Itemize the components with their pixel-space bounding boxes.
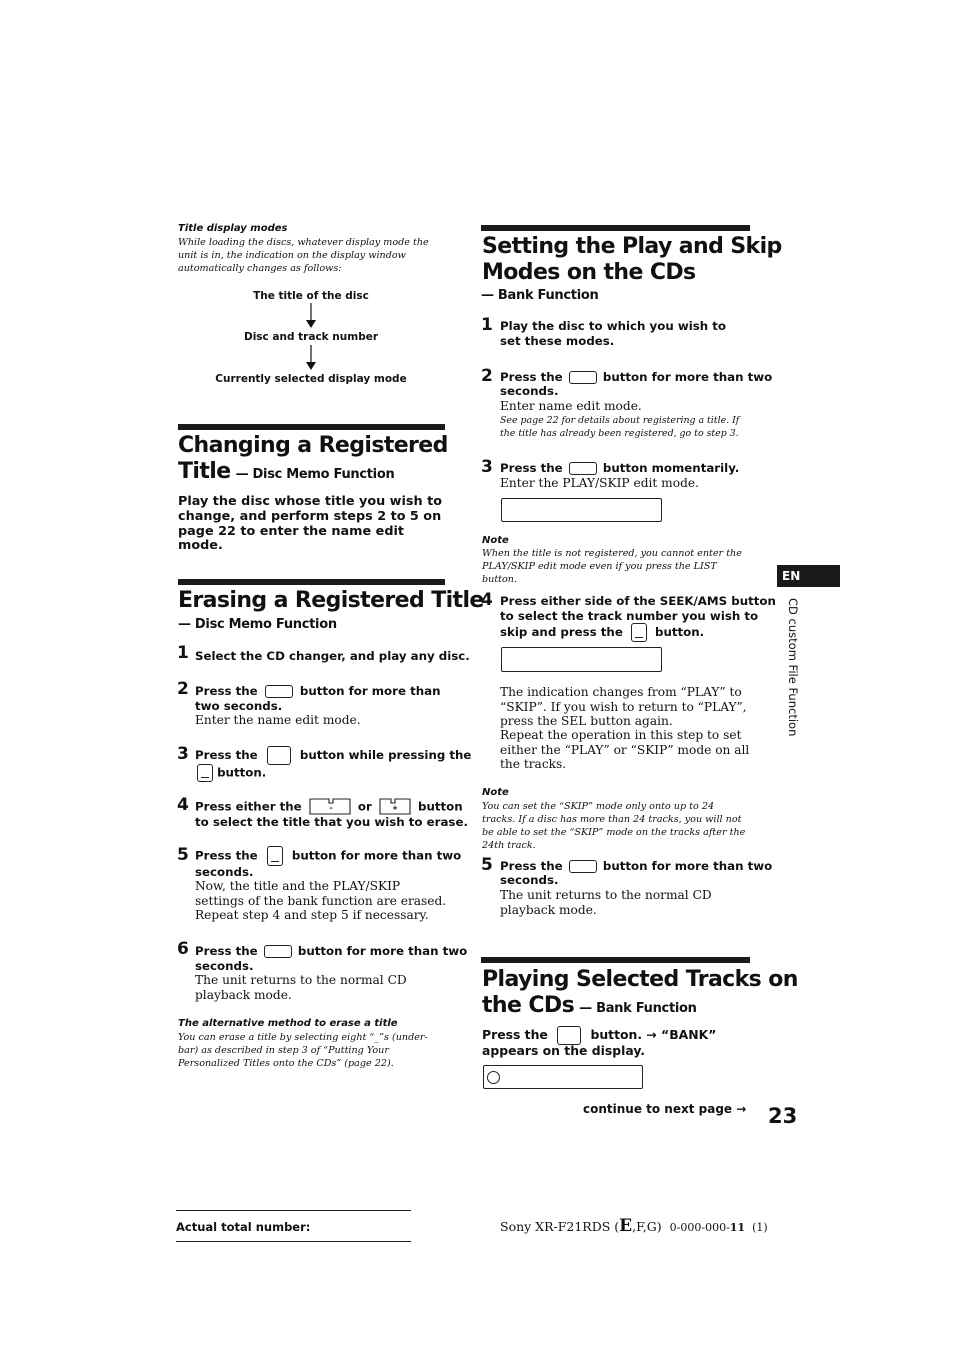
title-display-heading: Title display modes — [178, 223, 288, 234]
step-body: Repeat step 4 and step 5 if necessary. — [195, 908, 429, 922]
button-icon — [267, 746, 291, 765]
actual-total-number: Actual total number: — [176, 1220, 311, 1234]
svg-text:+: + — [392, 804, 398, 812]
step-body: Enter the name edit mode. — [195, 713, 361, 727]
step-number: 3 — [177, 744, 189, 764]
setting-title-line2: Modes on the CDs — [482, 260, 696, 285]
step-text: seconds. — [500, 384, 559, 398]
setting-subtitle: — Bank Function — [481, 288, 599, 303]
note-text: When the title is not registered, you cannot enter the PLAY/SKIP edit mode even if you press the LIST button. — [482, 548, 742, 585]
step-text: Press either side of the SEEK/AMS button — [500, 594, 776, 608]
changing-title-line2: Title — Disc Memo Function — [178, 459, 395, 484]
button-icon — [569, 860, 597, 873]
step-text: Press the — [195, 848, 258, 863]
erasing-title: Erasing a Registered Title — [178, 588, 484, 613]
step-text: button for more than two — [291, 848, 462, 863]
playing-title-line2: the CDs — Bank Function — [482, 993, 697, 1018]
step-number: 3 — [481, 457, 493, 477]
button-icon — [197, 764, 213, 782]
erasing-subtitle: — Disc Memo Function — [178, 617, 337, 632]
step-note: See page 22 for details about registering a title. If the title has already been registered, go to step 3. — [500, 415, 740, 439]
section-vertical-label: CD custom File Function — [786, 598, 800, 737]
divider — [176, 1241, 411, 1242]
step-number: 4 — [481, 590, 493, 610]
step-text: button for more than — [299, 684, 441, 698]
button-icon — [631, 623, 647, 642]
display-window — [501, 498, 662, 522]
step-number: 2 — [177, 679, 189, 699]
step-text: button. — [655, 625, 705, 639]
step-text: seconds. — [195, 959, 254, 973]
playing-text: button. → “BANK” — [590, 1027, 717, 1042]
flow-item-2: Disc and track number — [243, 331, 379, 343]
flow-item-1: The title of the disc — [253, 290, 369, 302]
playing-text: Press the — [482, 1027, 548, 1042]
step-body: The indication changes from “PLAY” to “SKIP”. If you wish to return to “PLAY”, press the SEL button again. — [500, 685, 747, 729]
step-number: 1 — [481, 315, 493, 335]
changing-text: Play the disc whose title you wish to change, and perform steps 2 to 5 on page 22 to enter the name edit mode. — [178, 494, 442, 554]
step-text: Play the disc to which you wish to set these modes. — [500, 319, 727, 348]
step-text: button for more than two — [602, 370, 773, 384]
step-body: Now, the title and the PLAY/SKIP settings of the bank function are erased. — [195, 879, 447, 908]
step-text: skip and press the — [500, 625, 623, 639]
step-text: Press either the — [195, 799, 302, 814]
step-text: button. — [217, 765, 267, 780]
step-text: seconds. — [500, 873, 559, 887]
alt-heading: The alternative method to erase a title — [178, 1018, 398, 1029]
setting-title-line1: Setting the Play and Skip — [482, 234, 782, 259]
step-text: to select the title that you wish to erase. — [195, 815, 468, 829]
note-heading: Note — [482, 787, 509, 798]
step-text: Select the CD changer, and play any disc. — [195, 649, 470, 663]
continue-next-page: continue to next page → — [583, 1102, 747, 1116]
section-bar — [178, 579, 445, 585]
flow-item-3: Currently selected display mode — [215, 373, 407, 385]
button-icon — [264, 945, 292, 958]
section-bar — [481, 225, 750, 231]
step-number: 5 — [481, 855, 493, 875]
changing-subtitle: — Disc Memo Function — [235, 467, 395, 482]
step-text: seconds. — [195, 865, 254, 879]
title-display-text: While loading the discs, whatever display mode the unit is in, the indication on the display window automatically changes as follows: — [178, 237, 429, 274]
note-heading: Note — [482, 535, 509, 546]
button-icon — [569, 371, 597, 384]
flow-arrow-1 — [304, 303, 318, 329]
step-text: Press the — [195, 684, 258, 698]
step-body: The unit returns to the normal CD playback mode. — [500, 888, 712, 917]
step-number: 6 — [177, 939, 189, 959]
button-icon — [569, 462, 597, 475]
step-text: button while pressing the — [299, 748, 472, 762]
flow-arrow-2 — [304, 345, 318, 371]
model-info: Sony XR-F21RDS (E,F,G) 0-000-000-11 (1) — [500, 1216, 768, 1236]
note-text: You can set the “SKIP” mode only onto up to 24 tracks. If a disc has more than 24 tracks, you will not be able to set the “SKIP” mode on the tracks after the 24th track. — [482, 801, 746, 851]
display-window — [501, 647, 662, 672]
button-icon — [265, 685, 293, 698]
step-number: 2 — [481, 366, 493, 386]
section-bar — [481, 957, 750, 963]
step-number: 4 — [177, 795, 189, 815]
step-text: Press the — [500, 370, 563, 384]
divider — [176, 1210, 411, 1211]
step-text: two seconds. — [195, 699, 283, 713]
svg-text:–: – — [329, 804, 333, 812]
step-body: Repeat the operation in this step to set either the “PLAY” or “SKIP” mode on all the tracks. — [500, 728, 750, 772]
step-body: The unit returns to the normal CD playback mode. — [195, 973, 407, 1002]
step-text: button momentarily. — [602, 461, 740, 475]
seek-plus-icon — [379, 797, 411, 817]
step-text: Press the — [195, 944, 258, 958]
alt-text: You can erase a title by selecting eight “_”s (under-bar) as described in step 3 of “Putting Your Personalized Titles onto the CDs” (page 22). — [178, 1032, 428, 1069]
step-text: button for more than two — [602, 859, 773, 873]
changing-title-line1: Changing a Registered — [178, 433, 448, 458]
step-text: button for more than two — [297, 944, 468, 958]
disc-icon — [487, 1071, 500, 1084]
playing-text: appears on the display. — [482, 1043, 646, 1058]
step-text: to select the track number you wish to — [500, 609, 759, 623]
playing-subtitle: — Bank Function — [579, 1001, 697, 1016]
step-number: 1 — [177, 643, 189, 663]
page-number: 23 — [768, 1104, 798, 1128]
step-text: Press the — [195, 748, 258, 762]
step-text: button — [418, 799, 463, 814]
section-bar — [178, 424, 445, 430]
step-body: Enter the PLAY/SKIP edit mode. — [500, 476, 699, 490]
step-text: or — [357, 799, 372, 814]
step-number: 5 — [177, 845, 189, 865]
step-text: Press the — [500, 859, 563, 873]
display-window — [483, 1065, 643, 1089]
step-text: Press the — [500, 461, 563, 475]
button-icon — [267, 846, 283, 866]
step-body: Enter name edit mode. — [500, 399, 642, 413]
language-tab: EN — [777, 565, 840, 587]
seek-minus-icon — [309, 797, 351, 817]
playing-title-line1: Playing Selected Tracks on — [482, 967, 798, 992]
